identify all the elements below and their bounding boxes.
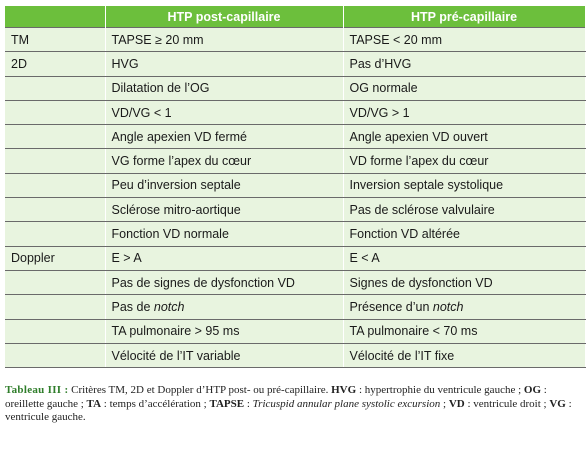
table-body	[5, 28, 585, 368]
caption-separator: :	[464, 397, 474, 410]
pre-capillary-cell	[343, 173, 585, 197]
caption-label: Tableau III :	[5, 384, 69, 396]
post-capillary-cell	[105, 246, 343, 270]
post-capillary-cell	[105, 173, 343, 197]
pre-capillary-cell	[343, 222, 585, 246]
section-cell	[5, 52, 105, 76]
pre-capillary-text: Fonction VD altérée	[349, 227, 460, 242]
pre-capillary-cell	[343, 295, 585, 319]
table-row	[5, 295, 585, 319]
post-capillary-cell	[105, 198, 343, 222]
pre-capillary-text: TAPSE < 20 mm	[349, 32, 443, 47]
header-row	[5, 6, 585, 28]
post-capillary-text: Fonction VD normale	[111, 227, 229, 242]
caption-separator: :	[244, 397, 253, 410]
caption-definition-text: hypertrophie du ventricule gauche ;	[364, 384, 524, 396]
post-capillary-text: Pas de signes de dysfonction VD	[111, 275, 295, 290]
pre-capillary-text: Signes de dysfonction VD	[349, 275, 493, 290]
header-cell-pre-capillary: HTP pré-capillaire	[343, 6, 585, 28]
post-capillary-cell	[105, 222, 343, 246]
caption-abbreviation: HVG	[331, 384, 357, 396]
table-row	[5, 100, 585, 124]
table-row	[5, 173, 585, 197]
caption-separator: :	[565, 397, 572, 410]
section-cell	[5, 173, 105, 197]
post-capillary-text: Vélocité de l’IT variable	[111, 348, 241, 363]
section-label: TM	[11, 32, 30, 47]
pre-capillary-cell	[343, 246, 585, 270]
post-capillary-text: Dilatation de l’OG	[111, 81, 210, 96]
caption-separator: :	[541, 384, 547, 396]
pre-capillary-text: VD/VG > 1	[349, 105, 410, 120]
section-cell	[5, 343, 105, 367]
post-capillary-text: Sclérose mitro-aortique	[111, 202, 241, 217]
post-capillary-emphasis: notch	[153, 299, 185, 314]
section-cell	[5, 100, 105, 124]
caption-abbreviation: TA	[86, 397, 102, 410]
pre-capillary-text: Pas de sclérose valvulaire	[349, 202, 495, 217]
section-cell	[5, 149, 105, 173]
post-capillary-text: Pas de	[111, 299, 154, 314]
post-capillary-cell	[105, 76, 343, 100]
table-row	[5, 198, 585, 222]
post-capillary-text: HVG	[111, 56, 139, 71]
section-cell	[5, 28, 105, 52]
table-row	[5, 270, 585, 294]
header-cell-post-capillary: HTP post-capillaire	[105, 6, 343, 28]
post-capillary-text: E > A	[111, 251, 142, 266]
post-capillary-text: VG forme l’apex du cœur	[111, 154, 252, 169]
post-capillary-text: VD/VG < 1	[111, 105, 172, 120]
post-capillary-cell	[105, 100, 343, 124]
pre-capillary-text: Vélocité de l’IT fixe	[349, 348, 455, 363]
comparison-table-container	[5, 6, 585, 368]
caption-abbreviation: VG	[549, 397, 566, 410]
caption-abbreviation: TAPSE	[209, 397, 245, 410]
pre-capillary-cell	[343, 198, 585, 222]
pre-capillary-text: Inversion septale systolique	[349, 178, 504, 193]
pre-capillary-text: Angle apexien VD ouvert	[349, 129, 488, 144]
section-cell	[5, 198, 105, 222]
table-row	[5, 319, 585, 343]
caption-definition-text: oreillette gauche ;	[5, 397, 87, 410]
table-row	[5, 149, 585, 173]
pre-capillary-emphasis: notch	[432, 299, 464, 314]
post-capillary-cell	[105, 28, 343, 52]
caption-definition-text: ;	[440, 397, 449, 410]
caption-separator: :	[101, 397, 110, 410]
section-cell	[5, 295, 105, 319]
section-cell	[5, 125, 105, 149]
section-cell	[5, 319, 105, 343]
post-capillary-cell	[105, 343, 343, 367]
caption-definition-text: Tricuspid annular plane systolic excursion	[252, 397, 441, 410]
pre-capillary-cell	[343, 76, 585, 100]
post-capillary-cell	[105, 270, 343, 294]
pre-capillary-text: TA pulmonaire < 70 ms	[349, 324, 478, 339]
caption-abbreviation: OG	[523, 384, 542, 396]
caption-definition-text: ventricule gauche.	[5, 411, 86, 423]
table-row	[5, 343, 585, 367]
table-row	[5, 52, 585, 76]
pre-capillary-cell	[343, 52, 585, 76]
table-header	[5, 6, 585, 28]
table-caption	[5, 384, 583, 425]
pre-capillary-text: VD forme l’apex du cœur	[349, 154, 489, 169]
caption-abbreviation: VD	[448, 397, 465, 410]
pre-capillary-text: Pas d’HVG	[349, 56, 412, 71]
pre-capillary-cell	[343, 270, 585, 294]
post-capillary-text: Peu d’inversion septale	[111, 178, 241, 193]
pre-capillary-cell	[343, 149, 585, 173]
pre-capillary-text: Présence d’un	[349, 299, 433, 314]
caption-separator: :	[356, 384, 365, 396]
table-row	[5, 125, 585, 149]
section-label: 2D	[11, 56, 27, 71]
section-cell	[5, 270, 105, 294]
post-capillary-cell	[105, 52, 343, 76]
post-capillary-cell	[105, 149, 343, 173]
caption-intro: Critères TM, 2D et Doppler d’HTP post- ou pré-capillaire.	[68, 384, 332, 396]
pre-capillary-text: OG normale	[349, 81, 418, 96]
post-capillary-text: TA pulmonaire > 95 ms	[111, 324, 240, 339]
section-cell	[5, 246, 105, 270]
post-capillary-cell	[105, 295, 343, 319]
table-row	[5, 222, 585, 246]
pre-capillary-cell	[343, 100, 585, 124]
pre-capillary-cell	[343, 28, 585, 52]
pre-capillary-cell	[343, 319, 585, 343]
post-capillary-cell	[105, 319, 343, 343]
post-capillary-cell	[105, 125, 343, 149]
table-row	[5, 246, 585, 270]
htp-comparison-table	[5, 6, 586, 368]
post-capillary-text: TAPSE ≥ 20 mm	[111, 32, 204, 47]
caption-definition-text: temps d’accélération ;	[109, 397, 210, 410]
table-row	[5, 76, 585, 100]
pre-capillary-text: E < A	[349, 251, 380, 266]
table-row	[5, 28, 585, 52]
header-cell-empty	[5, 6, 105, 28]
pre-capillary-cell	[343, 343, 585, 367]
pre-capillary-cell	[343, 125, 585, 149]
section-cell	[5, 222, 105, 246]
section-cell	[5, 76, 105, 100]
post-capillary-text: Angle apexien VD fermé	[111, 129, 247, 144]
section-label: Doppler	[11, 251, 55, 266]
caption-definition-text: ventricule droit ;	[473, 397, 550, 410]
